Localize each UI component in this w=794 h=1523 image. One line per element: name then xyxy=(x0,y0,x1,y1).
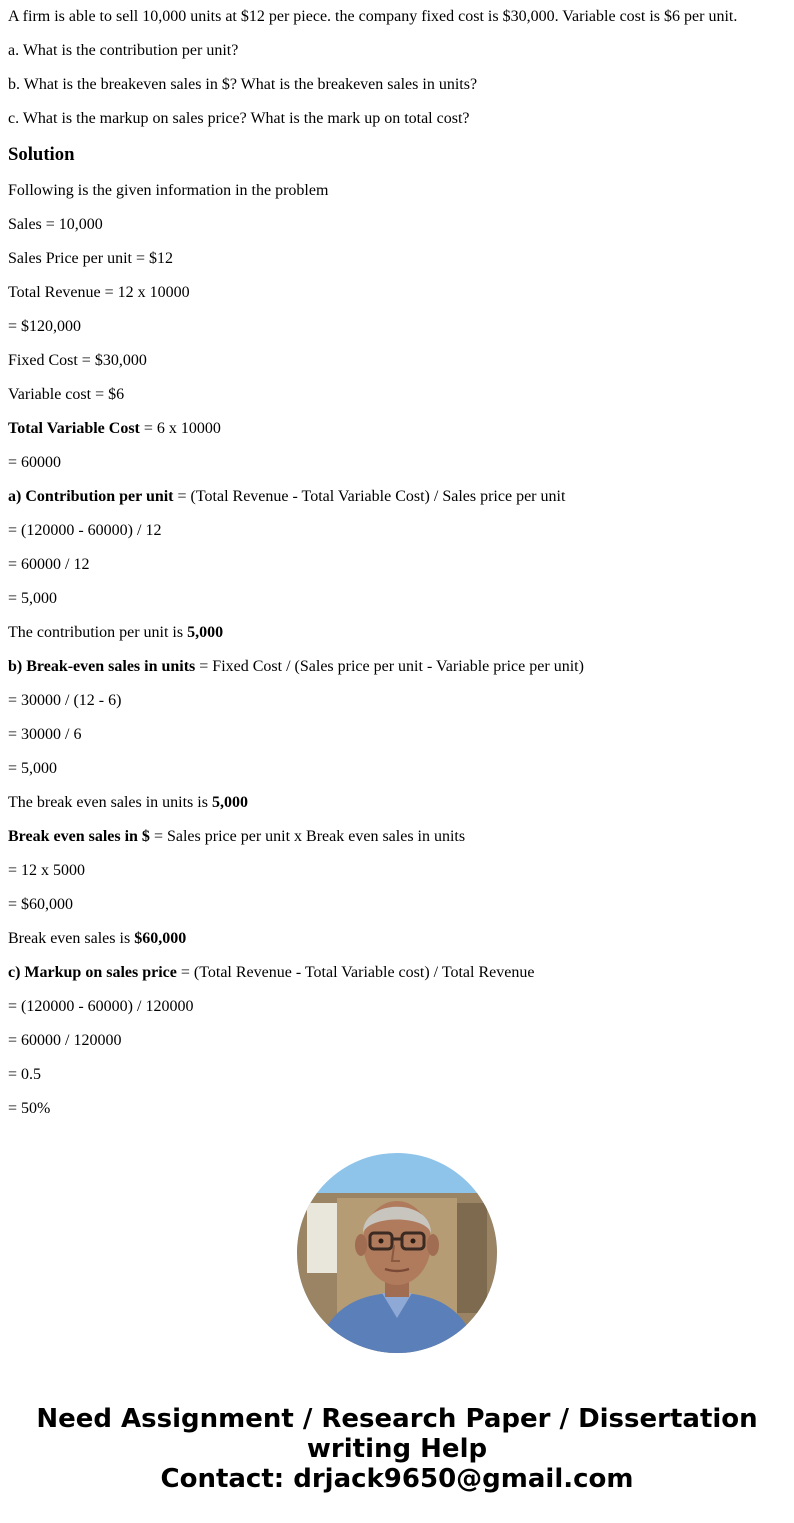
question-part-a: a. What is the contribution per unit? xyxy=(8,42,239,59)
total-revenue: Total Revenue = 12 x 10000 xyxy=(8,284,190,301)
total-variable-cost-label: Total Variable Cost xyxy=(8,420,140,437)
total-variable-cost-formula: = 6 x 10000 xyxy=(139,420,221,437)
given-sales: Sales = 10,000 xyxy=(8,216,103,233)
part-b2-step-1: = 12 x 5000 xyxy=(8,862,86,879)
author-portrait-icon xyxy=(297,1153,497,1353)
part-a-step-3: = 5,000 xyxy=(8,590,58,607)
part-c-step-2: = 60000 / 120000 xyxy=(8,1032,122,1049)
part-b-step-2: = 30000 / 6 xyxy=(8,726,82,743)
part-a-conclusion-value: 5,000 xyxy=(187,624,224,641)
part-c-step-3: = 0.5 xyxy=(8,1066,42,1083)
question-intro: A firm is able to sell 10,000 units at $12 per piece. the company fixed cost is $30,000. Variable cost is $6 per unit. xyxy=(8,8,738,25)
part-b2-step-2: = $60,000 xyxy=(8,896,74,913)
promo-contact[interactable]: Contact: drjack9650@gmail.com xyxy=(160,1464,634,1494)
part-b-step-3: = 5,000 xyxy=(8,760,58,777)
question-part-c: c. What is the markup on sales price? What is the mark up on total cost? xyxy=(8,110,470,127)
part-b2-conclusion-text: Break even sales is xyxy=(8,930,135,947)
part-b2-formula-text: = Sales price per unit x Break even sales in units xyxy=(149,828,466,845)
given-fixed-cost: Fixed Cost = $30,000 xyxy=(8,352,147,369)
part-c-step-4: = 50% xyxy=(8,1100,51,1117)
part-b-formula-text: = Fixed Cost / (Sales price per unit - Variable price per unit) xyxy=(195,658,584,675)
part-c-label: c) Markup on sales price xyxy=(8,964,177,981)
part-a-step-2: = 60000 / 12 xyxy=(8,556,90,573)
part-b-conclusion-text: The break even sales in units is xyxy=(8,794,212,811)
part-c-formula-text: = (Total Revenue - Total Variable cost) / Total Revenue xyxy=(176,964,535,981)
given-price: Sales Price per unit = $12 xyxy=(8,250,173,267)
part-a-step-1: = (120000 - 60000) / 12 xyxy=(8,522,162,539)
given-intro: Following is the given information in the problem xyxy=(8,182,329,199)
part-b-formula xyxy=(8,657,788,691)
given-variable-cost: Variable cost = $6 xyxy=(8,386,125,403)
part-c-step-1: = (120000 - 60000) / 120000 xyxy=(8,998,194,1015)
part-b2-conclusion xyxy=(8,929,788,963)
total-variable-cost-result: = 60000 xyxy=(8,454,62,471)
part-b-conclusion xyxy=(8,793,788,827)
total-variable-cost xyxy=(8,419,788,453)
part-b-conclusion-value: 5,000 xyxy=(211,794,248,811)
total-revenue-result: = $120,000 xyxy=(8,318,82,335)
part-b2-label: Break even sales in $ xyxy=(8,828,150,845)
solution-document xyxy=(8,7,788,1133)
part-b2-conclusion-value: $60,000 xyxy=(134,930,187,947)
promo-line-1: Need Assignment / Research Paper / Dissertation xyxy=(36,1404,758,1434)
author-avatar xyxy=(297,1153,497,1353)
part-b-step-1: = 30000 / (12 - 6) xyxy=(8,692,122,709)
part-a-conclusion-text: The contribution per unit is xyxy=(8,624,188,641)
part-c-formula xyxy=(8,963,788,997)
part-b2-formula xyxy=(8,827,788,861)
promo-line-2: writing Help xyxy=(306,1434,488,1464)
question-part-b: b. What is the breakeven sales in $? What is the breakeven sales in units? xyxy=(8,76,478,93)
part-a-formula-text: = (Total Revenue - Total Variable Cost) / Sales price per unit xyxy=(173,488,566,505)
part-a-formula xyxy=(8,487,788,521)
promo-banner xyxy=(0,1404,794,1494)
part-a-label: a) Contribution per unit xyxy=(8,488,174,505)
solution-heading: Solution xyxy=(8,144,75,165)
part-a-conclusion xyxy=(8,623,788,657)
part-b-label: b) Break-even sales in units xyxy=(8,658,196,675)
